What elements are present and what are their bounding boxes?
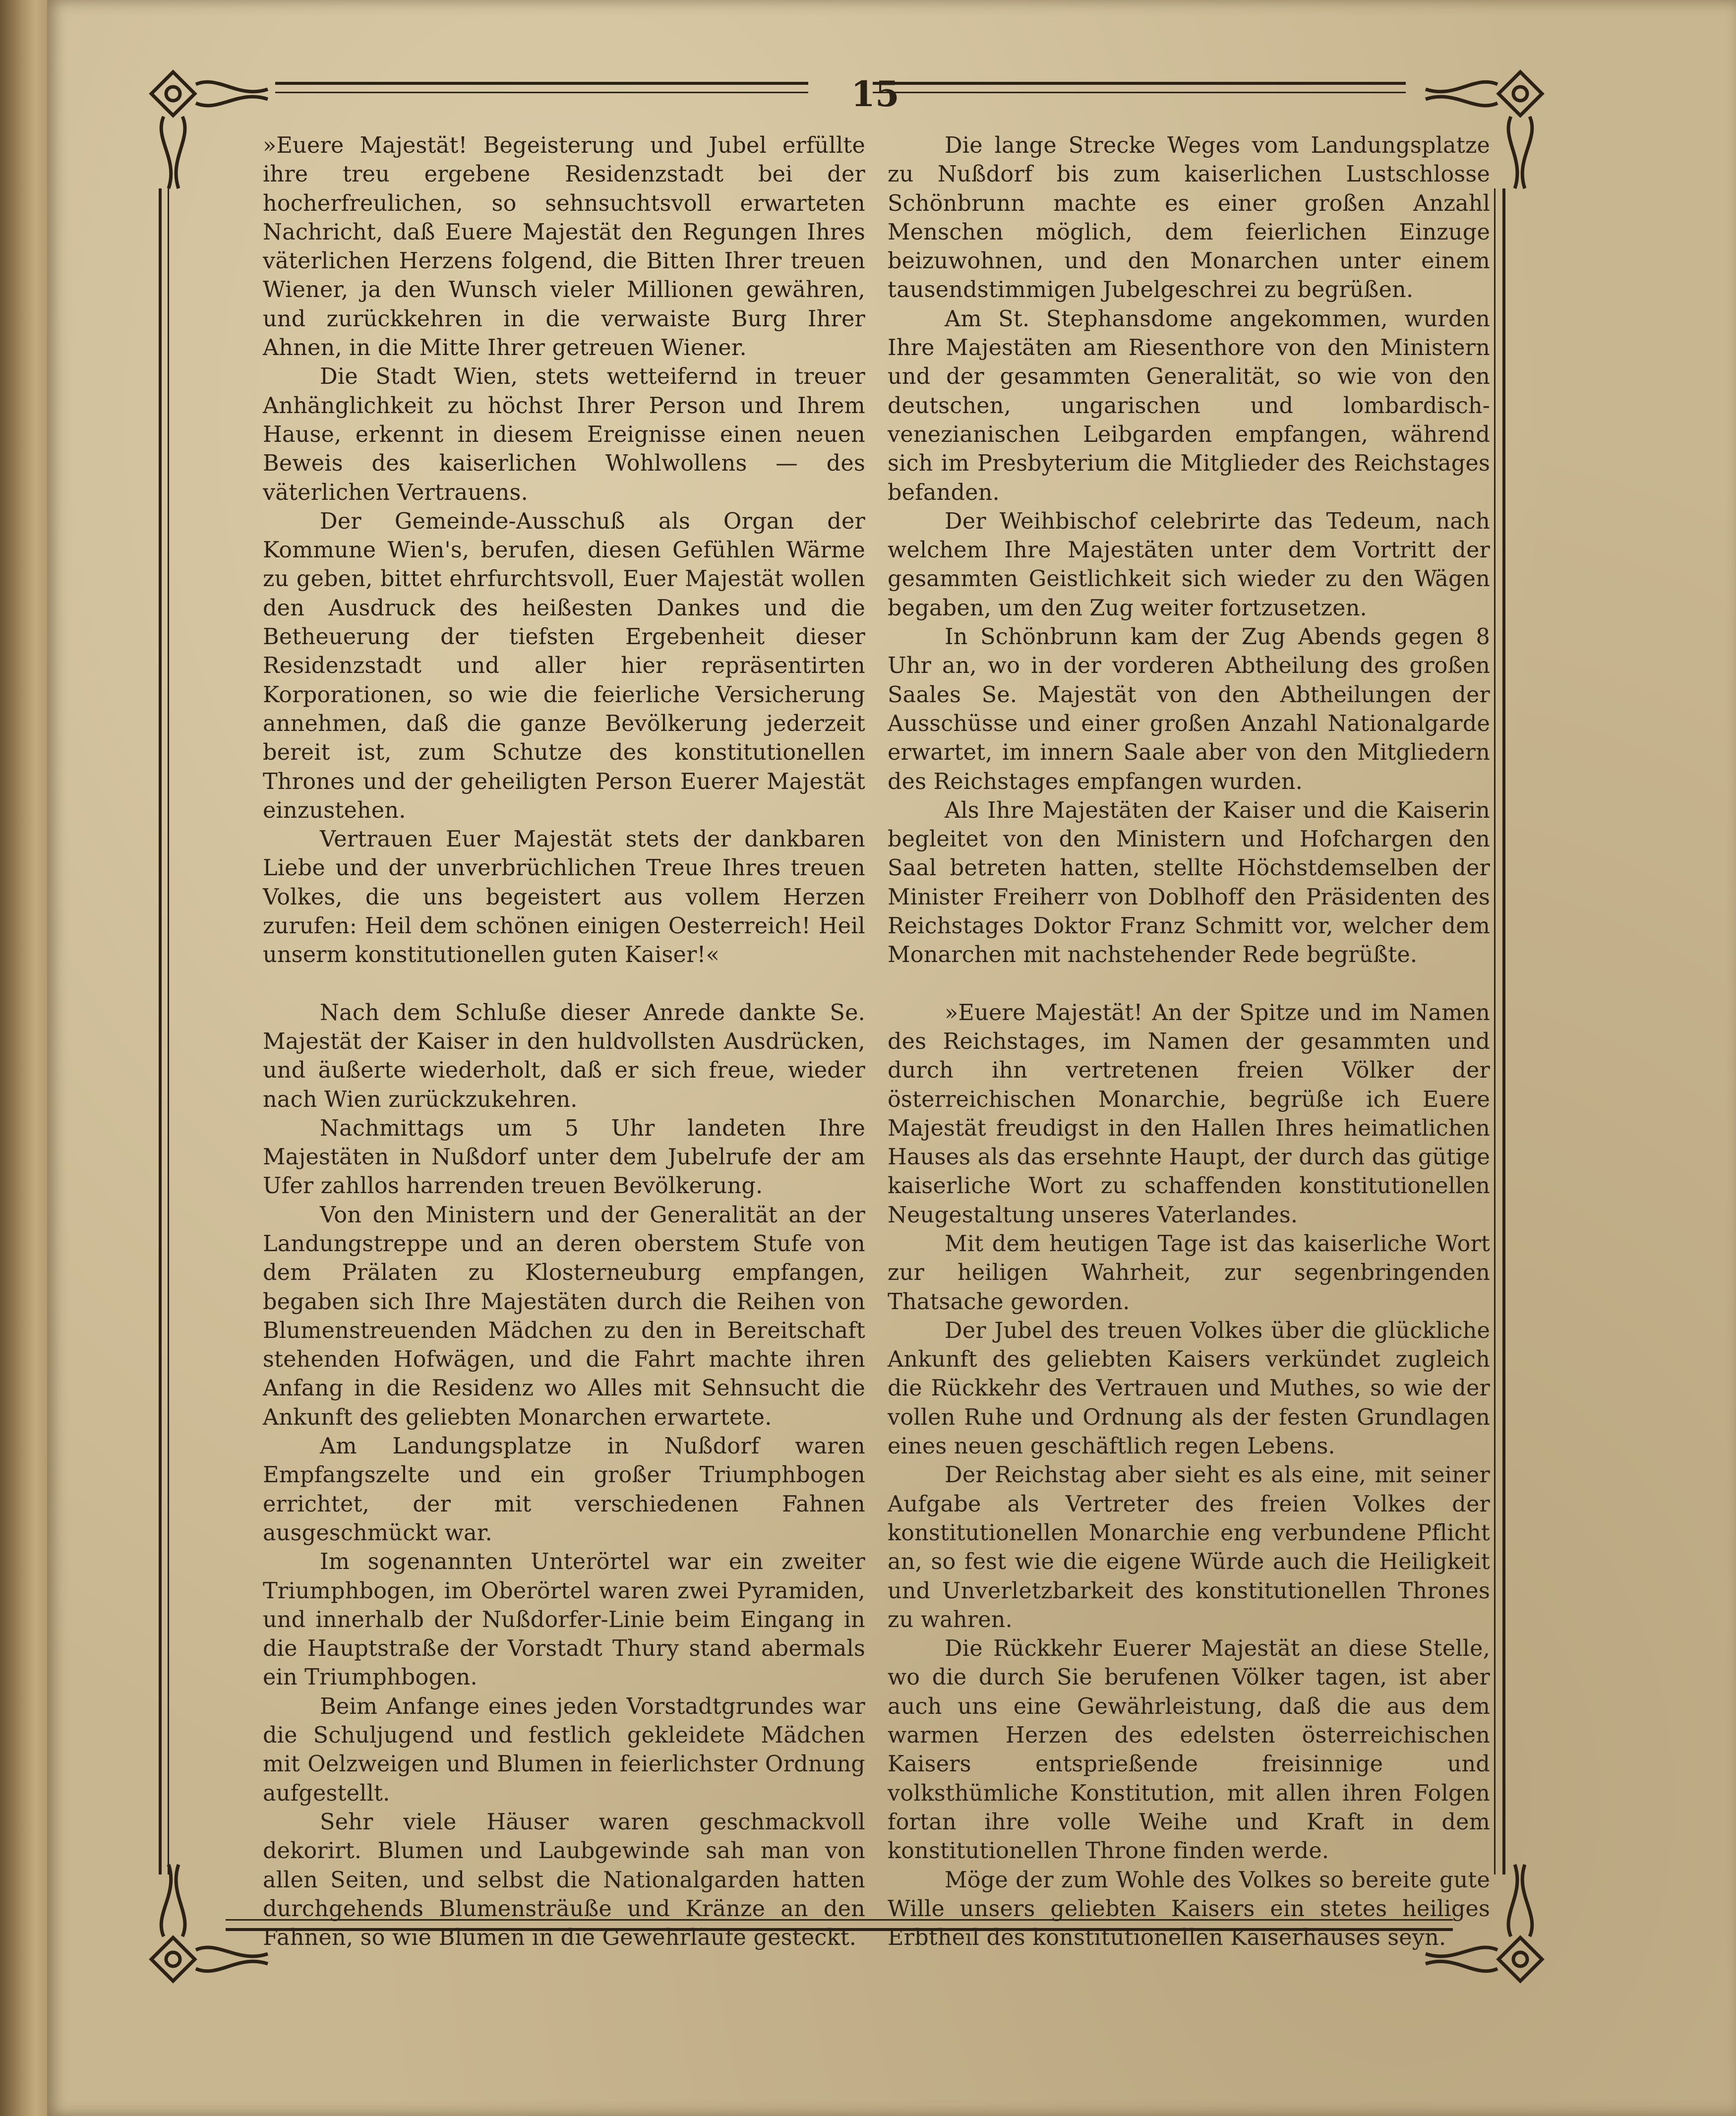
paragraph: »Euere Majestät! Begeisterung und Jubel erfüllte ihre treu ergebene Residenzstadt bei der hocherfreulichen, so sehnsuchtsvoll erwarteten Nachricht, daß Euere Majestät den Regungen Ihres väterlichen Herzens folgend, die Bitten Ihrer treuen Wiener, ja den Wunsch vieler Millionen gewähren, und zurückkehren in die verwaiste Burg Ihrer Ahnen, in die Mitte Ihrer getreuen Wiener. xyxy=(263,133,865,361)
header-rule-right-bottom xyxy=(873,92,1406,93)
left-column xyxy=(263,131,865,1951)
paragraph: Vertrauen Euer Majestät stets der dankbaren Liebe und der unverbrüchlichen Treue Ihres treuen Volkes, die uns begeistert aus vollem Herzen zurufen: Heil dem schönen einigen Oesterreich! Heil unserm konstitutionellen guten Kaiser!« xyxy=(263,827,865,968)
paragraph: Die lange Strecke Weges vom Landungsplatze zu Nußdorf bis zum kaiserlichen Lustschlosse Schönbrunn machte es einer großen Anzahl Menschen möglich, dem feierlichen Einzuge beizuwohnen, und den Monarchen unter einem tausendstimmigen Jubelgeschrei zu begrüßen. xyxy=(888,133,1490,303)
book-binding-edge xyxy=(0,0,47,2116)
paragraph-gap xyxy=(888,970,1490,999)
frame-left-inner xyxy=(168,188,169,1874)
paragraph: »Euere Majestät! An der Spitze und im Namen des Reichstages, im Namen der gesammten und durch ihn vertretenen freien Völker der österreichischen Monarchie, begrüße ich Euere Majestät freudigst in den Hallen Ihres heimatlichen Hauses als das ersehnte Haupt, der durch das gütige kaiserliche Wort zu schaffenden konstitutionellen Neugestaltung unseres Vaterlandes. xyxy=(888,1000,1490,1228)
paragraph: Am Landungsplatze in Nußdorf waren Empfangszelte und ein großer Triumphbogen errichtet, der mit verschiedenen Fahnen ausgeschmückt war. xyxy=(263,1434,865,1546)
book-page xyxy=(47,0,1736,2116)
paragraph: Am St. Stephansdome angekommen, wurden Ihre Majestäten am Riesenthore von den Ministern und der gesammten Generalität, so wie von den deutschen, ungarischen und lombardisch-venezianischen Leibgarden empfangen, während sich im Presbyterium die Mitglieder des Reichstages befanden. xyxy=(888,306,1490,505)
corner-ornament-bottom-left-icon xyxy=(149,1855,278,1984)
column-divider xyxy=(875,134,876,1879)
paragraph: Der Weihbischof celebrirte das Tedeum, nach welchem Ihre Majestäten unter dem Vortritt der gesammten Geistlichkeit sich wieder zu den Wägen begaben, um den Zug weiter fortzusetzen. xyxy=(888,508,1490,621)
frame-right-inner xyxy=(1494,188,1496,1874)
paragraph: In Schönbrunn kam der Zug Abends gegen 8 Uhr an, wo in der vorderen Abtheilung des großen Saales Se. Majestät von den Abtheilungen der Ausschüsse und einer großen Anzahl Nationalgarde erwartet, im innern Saale aber von den Mitgliedern des Reichstages empfangen wurden. xyxy=(888,624,1490,794)
frame-right-outer xyxy=(1502,188,1505,1874)
paragraph: Der Gemeinde-Ausschuß als Organ der Kommune Wien's, berufen, diesen Gefühlen Wärme zu geben, bittet ehrfurchtsvoll, Euer Majestät wollen den Ausdruck des heißesten Dankes und die Betheuerung der tiefsten Ergebenheit dieser Residenzstadt und aller hier repräsentirten Korporationen, so wie die feierliche Versicherung annehmen, daß die ganze Bevölkerung jederzeit bereit ist, zum Schutze des konstitutionellen Thrones und der geheiligten Person Euerer Majestät einzustehen. xyxy=(263,508,865,823)
paragraph: Nach dem Schluße dieser Anrede dankte Se. Majestät der Kaiser in den huldvollsten Ausdrücken, und äußerte wiederholt, daß er sich freue, wieder nach Wien zurückzukehren. xyxy=(263,1000,865,1112)
paragraph: Beim Anfange eines jeden Vorstadtgrundes war die Schuljugend und festlich gekleidete Mädchen mit Oelzweigen und Blumen in feierlichster Ordnung aufgestellt. xyxy=(263,1693,865,1806)
paragraph: Im sogenannten Unterörtel war ein zweiter Triumphbogen, im Oberörtel waren zwei Pyramiden, und innerhalb der Nußdorfer-Linie beim Eingang in die Hauptstraße der Vorstadt Thury stand abermals ein Triumphbogen. xyxy=(263,1549,865,1691)
header-rule-right-top xyxy=(873,82,1406,85)
paragraph: Nachmittags um 5 Uhr landeten Ihre Majestäten in Nußdorf unter dem Jubelrufe der am Ufer zahllos harrenden treuen Bevölkerung. xyxy=(263,1115,865,1199)
paragraph: Sehr viele Häuser waren geschmackvoll dekorirt. Blumen und Laubgewinde sah man von allen Seiten, und selbst die Nationalgarden hatten durchgehends Blumensträuße und Kränze an den Fahnen, so wie Blumen in die Gewehrläufe gesteckt. xyxy=(263,1809,865,1951)
header-rule-left-top xyxy=(275,82,808,85)
paragraph-gap xyxy=(263,970,865,999)
paragraph: Der Reichstag aber sieht es als eine, mit seiner Aufgabe als Vertreter des freien Volkes der konstitutionellen Monarchie eng verbundene Pflicht an, so fest wie die eigene Würde auch die Heiligkeit und Unverletzbarkeit des konstitutionellen Thrones zu wahren. xyxy=(888,1462,1490,1632)
paragraph: Die Stadt Wien, stets wetteifernd in treuer Anhänglichkeit zu höchst Ihrer Person und Ihrem Hause, erkennt in diesem Ereignisse einen neuen Beweis des kaiserlichen Wohlwollens — des väterlichen Vertrauens. xyxy=(263,364,865,505)
paragraph: Von den Ministern und der Generalität an der Landungstreppe und an deren oberstem Stufe von dem Prälaten zu Klosterneuburg empfangen, begaben sich Ihre Majestäten durch die Reihen von Blumenstreuenden Mädchen zu den in Bereitschaft stehenden Hofwägen, und die Fahrt machte ihren Anfang in die Residenz wo Alles mit Sehnsucht die Ankunft des geliebten Monarchen erwartete. xyxy=(263,1202,865,1430)
paragraph: Die Rückkehr Euerer Majestät an diese Stelle, wo die durch Sie berufenen Völker tagen, ist aber auch uns eine Gewährleistung, daß die aus dem warmen Herzen des edelsten österreichischen Kaisers entsprießende freisinnige und volksthümliche Konstitution, mit allen ihren Folgen fortan ihre volle Weihe und Kraft in dem konstitutionellen Throne finden werde. xyxy=(888,1636,1490,1864)
paragraph: Möge der zum Wohle des Volkes so bereite gute Wille unsers geliebten Kaisers ein stetes heiliges Erbtheil des konstitutionellen Kaiserhauses seyn. xyxy=(888,1867,1490,1951)
paragraph: Mit dem heutigen Tage ist das kaiserliche Wort zur heiligen Wahrheit, zur segenbringenden Thatsache geworden. xyxy=(888,1231,1490,1315)
paragraph: Der Jubel des treuen Volkes über die glückliche Ankunft des geliebten Kaisers verkündet zugleich die Rückkehr des Vertrauen und Muthes, so wie der vollen Ruhe und Ordnung als der festen Grundlagen eines neuen geschäftlich regen Lebens. xyxy=(888,1318,1490,1459)
right-column xyxy=(888,131,1490,1951)
page-number: 15 xyxy=(851,73,899,115)
corner-ornament-top-left-icon xyxy=(149,69,278,198)
header-rule-left-bottom xyxy=(275,92,808,93)
paragraph: Als Ihre Majestäten der Kaiser und die Kaiserin begleitet von den Ministern und Hofchargen den Saal betreten hatten, stellte Höchstdemselben der Minister Freiherr von Doblhoff den Präsidenten des Reichstages Doktor Franz Schmitt vor, welcher dem Monarchen mit nachstehender Rede begrüßte. xyxy=(888,797,1490,968)
frame-left-outer xyxy=(159,188,162,1874)
